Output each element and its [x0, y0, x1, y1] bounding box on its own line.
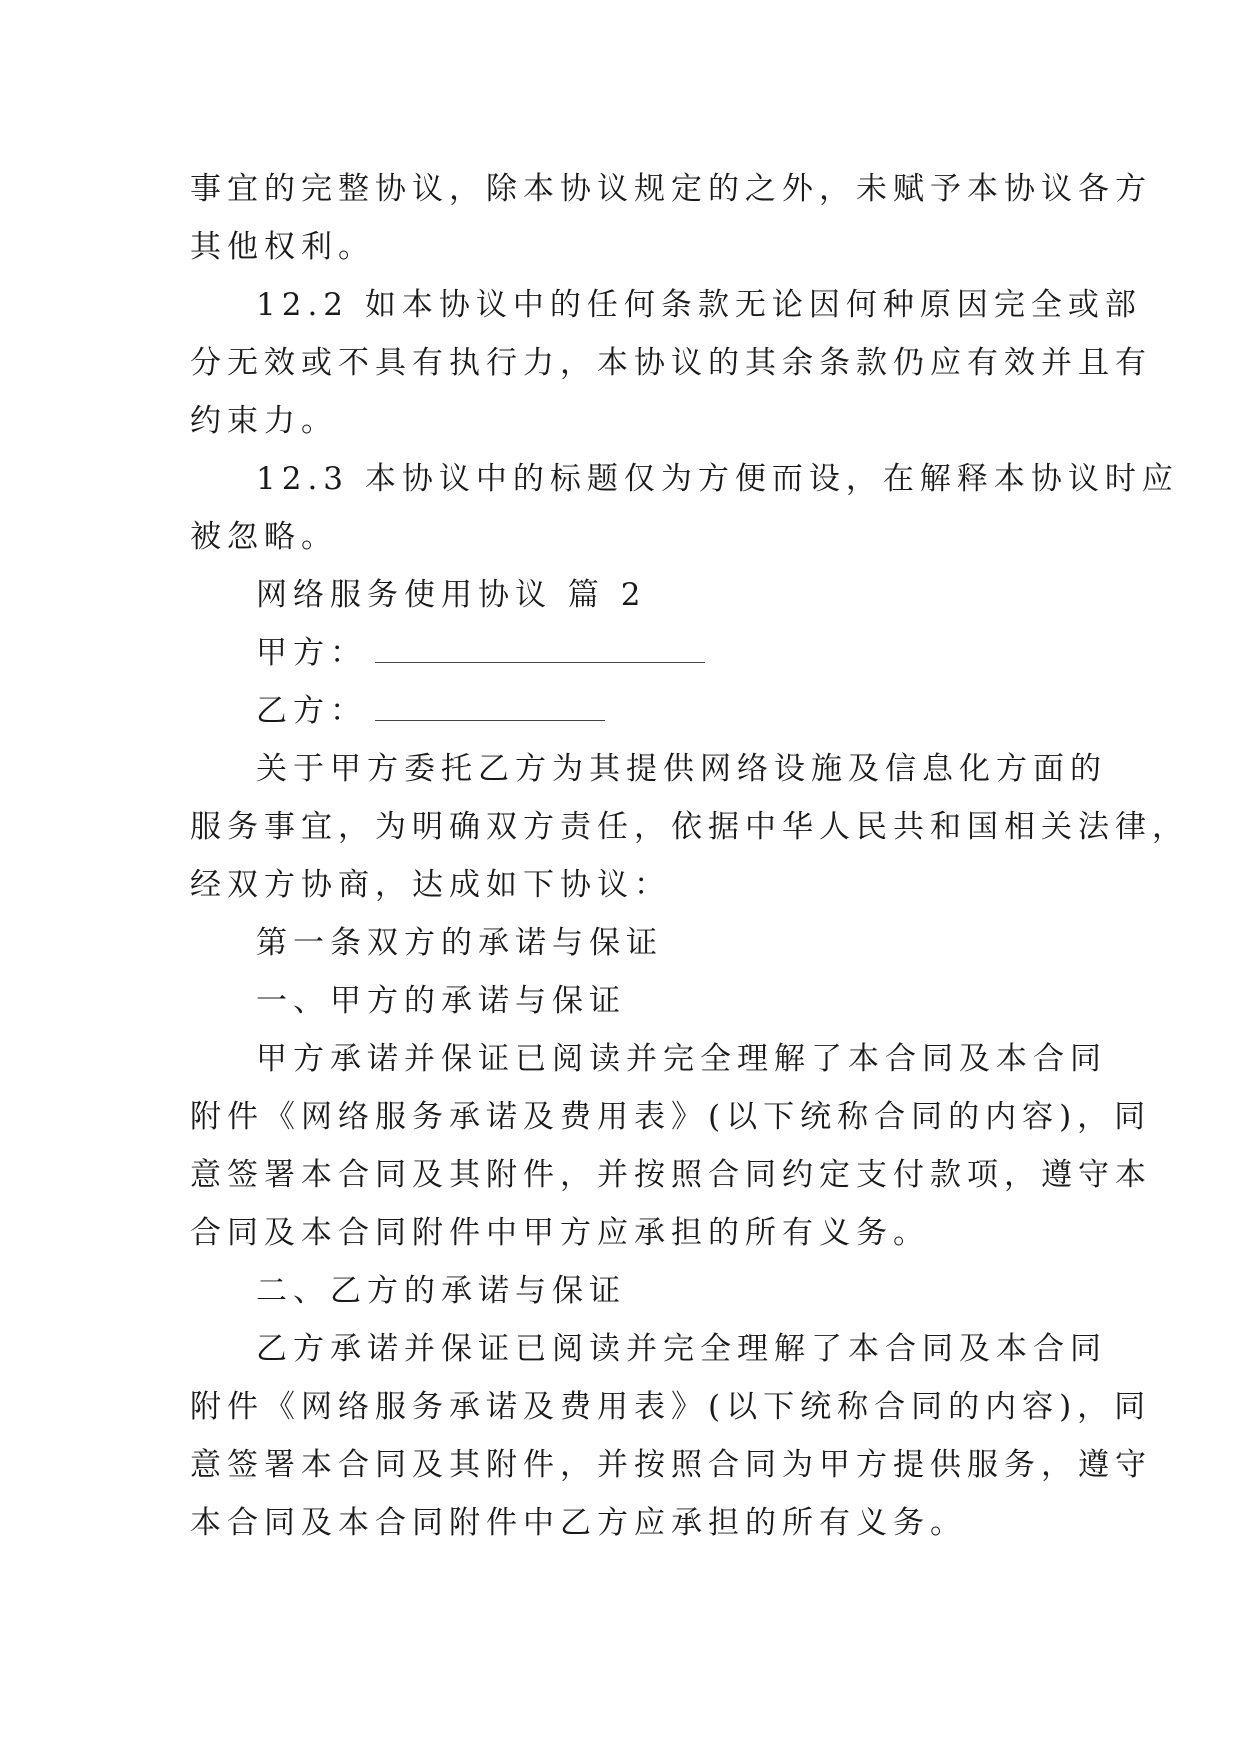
paragraph-line: 服务事宜，为明确双方责任，依据中华人民共和国相关法律， — [190, 809, 1189, 845]
paragraph-line: 其他权利。 — [190, 229, 375, 265]
paragraph-line: 关于甲方委托乙方为其提供网络设施及信息化方面的 — [256, 751, 1107, 787]
party-a-blank — [375, 660, 705, 663]
party-b-line — [190, 682, 1050, 740]
document-body — [190, 160, 1189, 1552]
party-b-label: 乙方： — [256, 693, 367, 729]
party-b-blank — [375, 718, 605, 721]
paragraph-line: 本合同及本合同附件中乙方应承担的所有义务。 — [190, 1505, 967, 1541]
clause-12-3-line: 12.3 本协议中的标题仅为方便而设，在解释本协议时应 — [256, 461, 1179, 497]
paragraph-line: 意签署本合同及其附件，并按照合同为甲方提供服务，遵守 — [190, 1447, 1152, 1483]
paragraph-line: 乙方承诺并保证已阅读并完全理解了本合同及本合同 — [256, 1331, 1107, 1367]
clause-12-2-line: 12.2 如本协议中的任何条款无论因何种原因完全或部 — [256, 287, 1142, 323]
article-heading: 第一条双方的承诺与保证 — [256, 925, 663, 961]
paragraph-line: 事宜的完整协议，除本协议规定的之外，未赋予本协议各方 — [190, 171, 1152, 207]
paragraph-line: 甲方承诺并保证已阅读并完全理解了本合同及本合同 — [256, 1041, 1107, 1077]
paragraph-line: 被忽略。 — [190, 519, 338, 555]
paragraph-line: 经双方协商，达成如下协议： — [190, 867, 671, 903]
subheading-party-a: 一、甲方的承诺与保证 — [256, 983, 626, 1019]
paragraph-line: 合同及本合同附件中甲方应承担的所有义务。 — [190, 1215, 930, 1251]
party-a-label: 甲方： — [256, 635, 367, 671]
section-title: 网络服务使用协议 篇 2 — [256, 577, 647, 613]
paragraph-line: 意签署本合同及其附件，并按照合同约定支付款项，遵守本 — [190, 1157, 1152, 1193]
paragraph-line: 分无效或不具有执行力，本协议的其余条款仍应有效并且有 — [190, 345, 1152, 381]
paragraph-line: 附件《网络服务承诺及费用表》(以下统称合同的内容)，同 — [190, 1389, 1152, 1425]
paragraph-line: 约束力。 — [190, 403, 338, 439]
party-a-line — [190, 624, 1050, 682]
paragraph-line: 附件《网络服务承诺及费用表》(以下统称合同的内容)，同 — [190, 1099, 1152, 1135]
subheading-party-b: 二、乙方的承诺与保证 — [256, 1273, 626, 1309]
